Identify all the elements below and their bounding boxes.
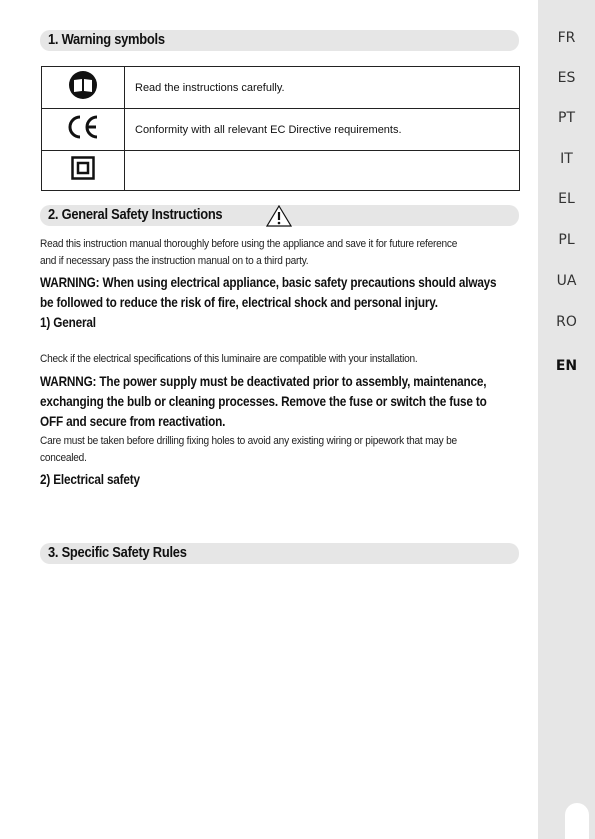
- section1-title: 1. Warning symbols: [48, 31, 165, 48]
- check-text: Check if the electrical specifications of this luminaire are compatible with your installation.: [40, 353, 418, 365]
- lang-en[interactable]: EN: [555, 358, 578, 374]
- lang-pl[interactable]: PL: [558, 232, 575, 248]
- section2-title: 2. General Safety Instructions: [48, 206, 223, 223]
- lang-fr[interactable]: FR: [557, 30, 576, 46]
- section3-title: 3. Specific Safety Rules: [48, 544, 187, 561]
- symbol-description: Conformity with all relevant EC Directive requirements.: [125, 109, 520, 151]
- lang-el[interactable]: EL: [558, 191, 575, 207]
- care-text-line2: concealed.: [40, 452, 87, 464]
- warning1-line1: WARNING: When using electrical appliance, basic safety precautions should always: [40, 274, 497, 290]
- warning2-line1: WARNNG: The power supply must be deactivated prior to assembly, maintenance,: [40, 373, 487, 389]
- lang-pt[interactable]: PT: [558, 110, 575, 126]
- language-sidebar: [538, 0, 595, 839]
- symbol-description: Read the instructions carefully.: [125, 67, 520, 109]
- section1-heading-bar: [40, 30, 519, 51]
- lang-it[interactable]: IT: [560, 151, 573, 167]
- intro-text-line1: Read this instruction manual thoroughly before using the appliance and save it for future reference: [40, 238, 458, 250]
- general-heading: 1) General: [40, 314, 96, 330]
- warning-symbols-table: [41, 66, 520, 191]
- icon-cell: [42, 67, 125, 109]
- care-text-line1: Care must be taken before drilling fixing holes to avoid any existing wiring or pipework that may be: [40, 435, 457, 447]
- warning-triangle-icon: [266, 205, 292, 227]
- symbol-description: [125, 151, 520, 191]
- table-row: [42, 67, 520, 109]
- icon-cell: [42, 151, 125, 191]
- lang-ua[interactable]: UA: [556, 273, 577, 289]
- section3-heading-bar: [40, 543, 519, 564]
- table-row: [42, 109, 520, 151]
- ce-mark-icon: [65, 114, 101, 140]
- class-ii-double-insulation-icon: [71, 156, 95, 180]
- section2-heading-bar: [40, 205, 519, 226]
- electrical-safety-heading: 2) Electrical safety: [40, 471, 140, 487]
- table-row: [42, 151, 520, 191]
- lang-es[interactable]: ES: [557, 70, 576, 86]
- page-number-tab: [565, 803, 589, 839]
- read-manual-icon: [68, 70, 98, 100]
- warning2-line2: exchanging the bulb or cleaning processes. Remove the fuse or switch the fuse to: [40, 393, 487, 409]
- warning2-line3: OFF and secure from reactivation.: [40, 413, 226, 429]
- icon-cell: [42, 109, 125, 151]
- warning1-line2: be followed to reduce the risk of fire, electrical shock and personal injury.: [40, 294, 438, 310]
- intro-text-line2: and if necessary pass the instruction manual on to a third party.: [40, 255, 309, 267]
- lang-ro[interactable]: RO: [556, 314, 577, 330]
